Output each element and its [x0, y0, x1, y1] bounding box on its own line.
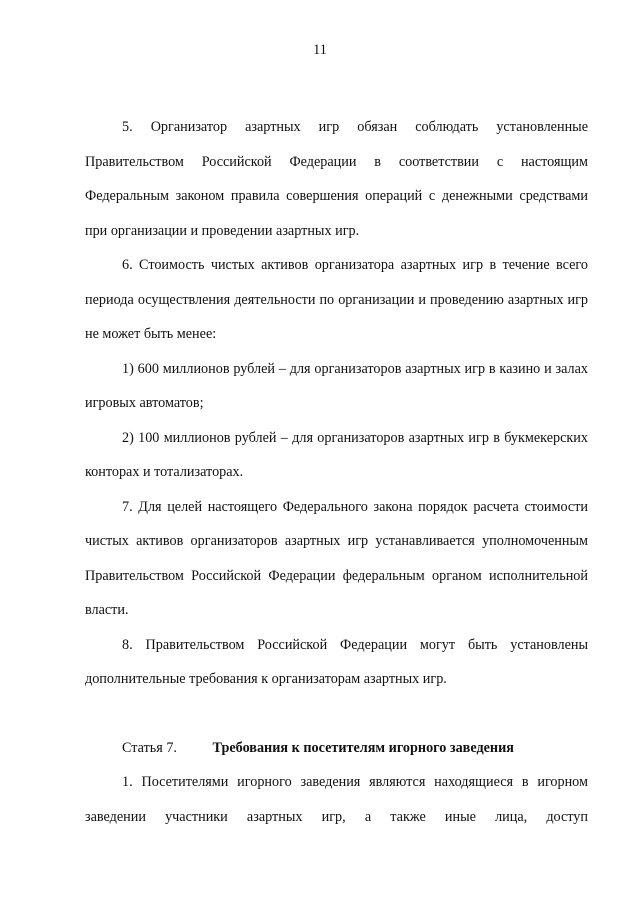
- article-heading: [85, 731, 588, 766]
- article-title: Требования к посетителям игорного заведения: [212, 739, 514, 756]
- list-item-2: 2) 100 миллионов рублей – для организаторов азартных игр в букмекерских конторах и тотализаторах.: [85, 429, 588, 480]
- paragraph-7: 7. Для целей настоящего Федерального закона порядок расчета стоимости чистых активов организаторов азартных игр устанавливается уполномоченным Правительством Российской Федерации федеральным органом исполнительной власти.: [85, 498, 588, 618]
- article-paragraph-1: 1. Посетителями игорного заведения являются находящиеся в игорном заведении участники азартных игр, а также иные лица, доступ: [85, 774, 588, 825]
- paragraph-6: 6. Стоимость чистых активов организатора азартных игр в течение всего периода осуществления деятельности по организации и проведению азартных игр не может быть менее:: [85, 257, 588, 342]
- paragraph-5: 5. Организатор азартных игр обязан соблюдать установленные Правительством Российской Федерации в соответствии с настоящим Федеральным законом правила совершения операций с денежными средствами при организации и проведении азартных игр.: [85, 119, 588, 239]
- document-body: [85, 110, 588, 834]
- paragraph-8: 8. Правительством Российской Федерации могут быть установлены дополнительные требования к организаторам азартных игр.: [85, 636, 588, 687]
- article-label: Статья 7.: [122, 739, 177, 756]
- page-number: 11: [313, 42, 327, 58]
- list-item-1: 1) 600 миллионов рублей – для организаторов азартных игр в казино и залах игровых автоматов;: [85, 360, 588, 411]
